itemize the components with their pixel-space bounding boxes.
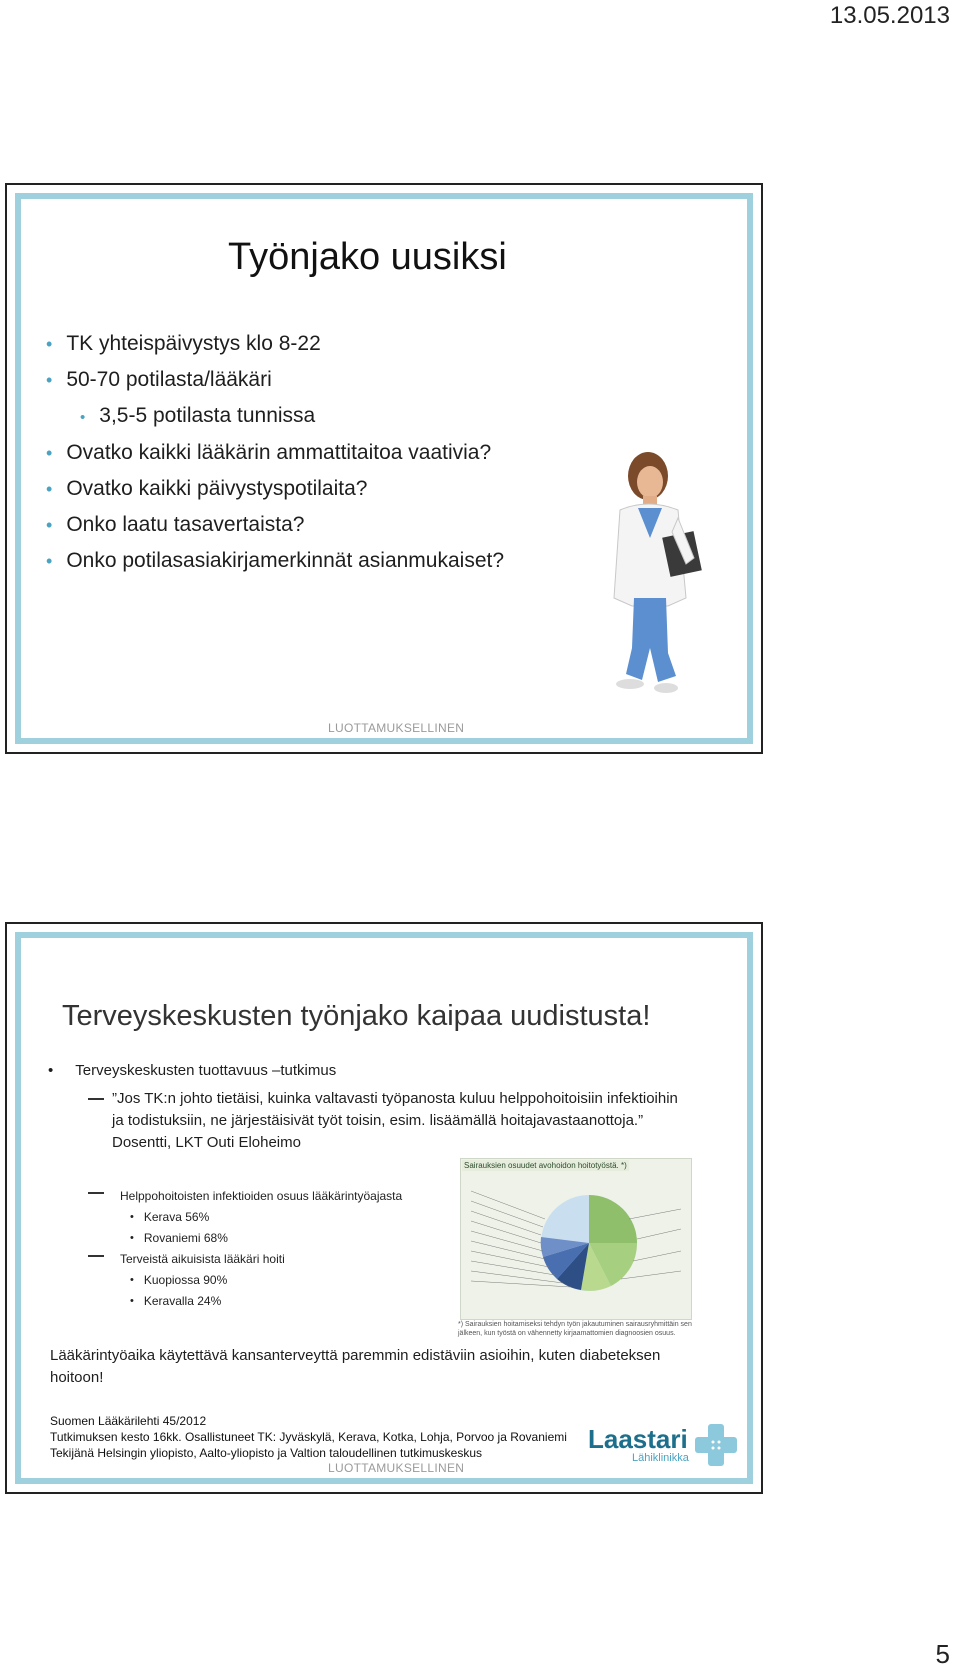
list-item: • Rovaniemi 68% xyxy=(88,1228,402,1249)
document-date: 13.05.2013 xyxy=(829,2,950,29)
slide-1-footer: LUOTTAMUKSELLINEN xyxy=(328,721,465,735)
dash-icon xyxy=(88,1192,104,1194)
list-item: • Keravalla 24% xyxy=(88,1291,402,1312)
logo-wordmark: Laastari xyxy=(588,1424,688,1454)
study-bullet: • Terveyskeskusten tuottavuus –tutkimus xyxy=(48,1062,337,1079)
list-item: • Ovatko kaikki päivystyspotilaita? xyxy=(46,471,504,507)
bullet-icon: • xyxy=(46,551,53,571)
dash-icon xyxy=(88,1255,104,1257)
slide-2-footer: LUOTTAMUKSELLINEN xyxy=(328,1461,465,1475)
bullet-icon: • xyxy=(130,1211,134,1223)
bullet-icon: • xyxy=(46,479,53,499)
bullet-icon: • xyxy=(130,1295,134,1307)
slide-1-title: Työnjako uusiksi xyxy=(228,236,507,278)
bullet-icon: • xyxy=(46,443,53,463)
list-item: • Ovatko kaikki lääkärin ammattitaitoa vaativia? xyxy=(46,435,504,471)
list-item: • Kuopiossa 90% xyxy=(88,1270,402,1291)
list-item: • Kerava 56% xyxy=(88,1207,402,1228)
list-item: • Onko laatu tasavertaista? xyxy=(46,507,504,543)
sources xyxy=(50,1413,567,1461)
conclusion-text: Lääkärintyöaika käytettävä kansanterveyttä paremmin edistäviin asioihin, kuten diabeteksen hoitoon! xyxy=(50,1347,661,1386)
list-item: Helppohoitoisten infektioiden osuus lääkärintyöajasta xyxy=(88,1186,402,1207)
doctor-illustration xyxy=(598,448,718,710)
source-line: Tutkimuksen kesto 16kk. Osallistuneet TK: Jyväskylä, Kerava, Kotka, Lohja, Porvoo ja Rovaniemi xyxy=(50,1430,567,1444)
list-item: Terveistä aikuisista lääkäri hoiti xyxy=(88,1249,402,1270)
bullet-icon: • xyxy=(46,370,53,390)
bullet-icon: • xyxy=(130,1232,134,1244)
bullet-icon: • xyxy=(46,515,53,535)
cross-icon xyxy=(693,1422,739,1468)
page-number: 5 xyxy=(935,1639,950,1669)
pie-chart-image xyxy=(461,1159,691,1319)
findings-list xyxy=(88,1186,402,1312)
slide-1-bullet-list xyxy=(46,326,504,579)
list-item: • TK yhteispäivystys klo 8-22 xyxy=(46,326,504,362)
source-line: Tekijänä Helsingin yliopisto, Aalto-yliopisto ja Valtion taloudellinen tutkimuskeskus xyxy=(50,1446,483,1460)
list-item: • 3,5-5 potilasta tunnissa xyxy=(46,398,504,435)
chart-header: Sairauksien osuudet avohoidon hoitotyöstä. *) xyxy=(464,1161,627,1170)
slide-2-title: Terveyskeskusten työnjako kaipaa uudistusta! xyxy=(62,1000,651,1032)
chart-footnote: *) Sairauksien hoitamiseksi tehdyn työn jakautuminen sairausryhmittäin sen jälkeen, kun työstä on vähennetty kirjaamattomien diagnoosien osuus. xyxy=(458,1321,692,1337)
logo-subtitle: Lähiklinikka xyxy=(632,1452,689,1464)
laastari-logo xyxy=(588,1422,739,1468)
quote: ”Jos TK:n johto tietäisi, kuinka valtavasti työpanosta kuluu helppohoitoisiin infektioihin ja todistuksiin, ne järjestäisivät työt toisin, esim. lisäämällä hoitajavastaanottoja.” Dosentti, LKT Outi Eloheimo xyxy=(88,1088,688,1154)
bullet-icon: • xyxy=(80,409,86,426)
bullet-icon: • xyxy=(48,1062,54,1079)
list-item: • Onko potilasasiakirjamerkinnät asianmukaiset? xyxy=(46,543,504,579)
bullet-icon: • xyxy=(46,334,53,354)
dash-icon xyxy=(88,1098,104,1100)
chart-thumbnail xyxy=(460,1158,692,1320)
list-item: • 50-70 potilasta/lääkäri xyxy=(46,362,504,398)
bullet-icon: • xyxy=(130,1274,134,1286)
source-line: Suomen Lääkärilehti 45/2012 xyxy=(50,1414,207,1428)
